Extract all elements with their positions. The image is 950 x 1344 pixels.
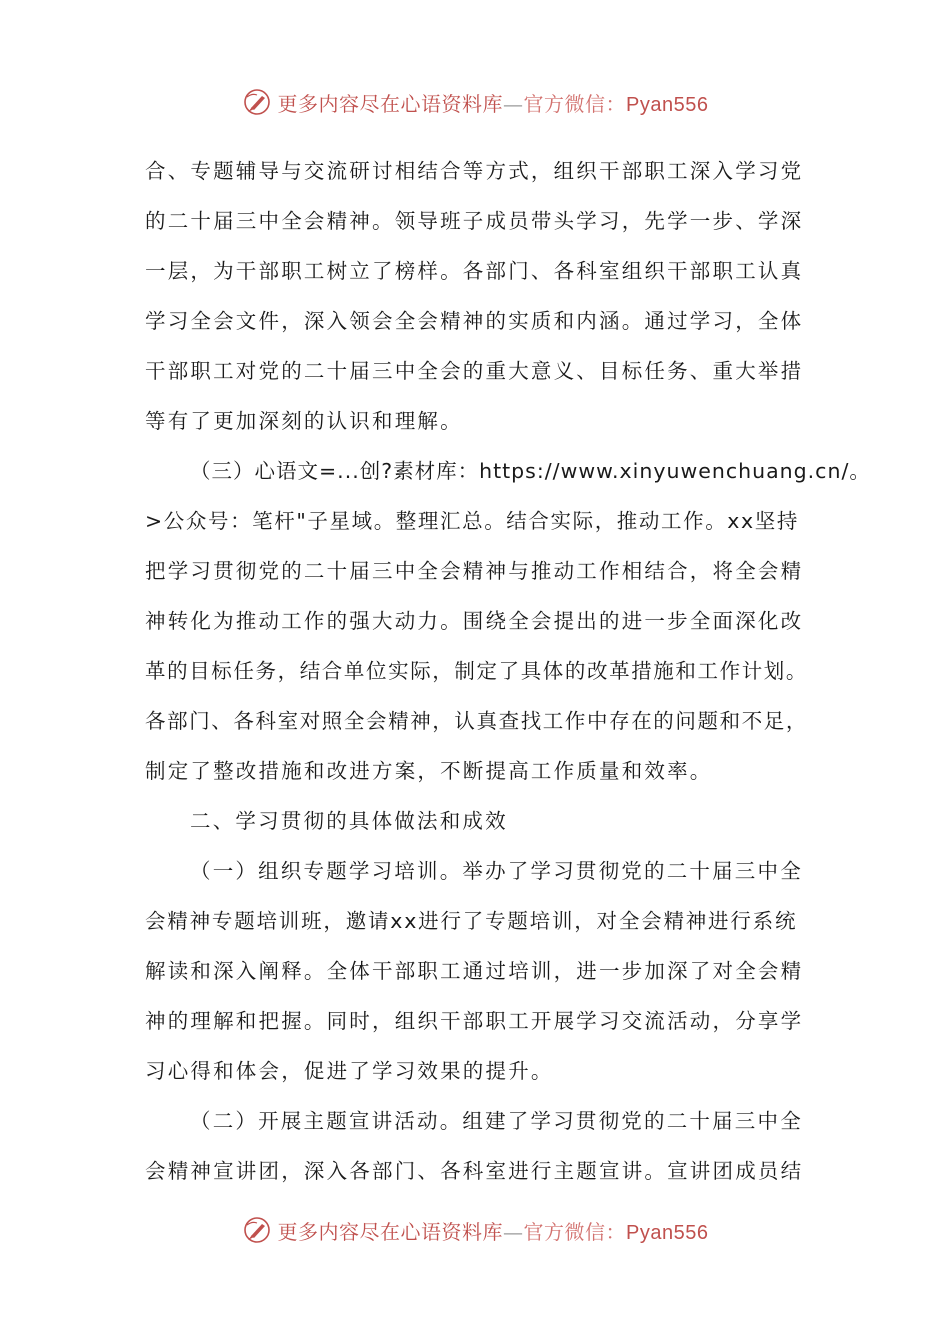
text-line: 会精神宣讲团，深入各部门、各科室进行主题宣讲。宣讲团成员结 (145, 1159, 804, 1183)
pen-logo-icon (242, 1215, 272, 1245)
text-line: >公众号：笔杆"子星域。整理汇总。结合实际，推动工作。xx坚持 (145, 509, 799, 533)
text-line: 一层，为干部职工树立了榜样。各部门、各科室组织干部职工认真 (145, 259, 804, 283)
text-line: 等有了更加深刻的认识和理解。 (145, 409, 463, 433)
text-line: 会精神专题培训班，邀请xx进行了专题培训，对全会精神进行系统 (145, 909, 798, 933)
text-line: 神转化为推动工作的强大动力。围绕全会提出的进一步全面深化改 (145, 609, 804, 633)
header-banner (0, 82, 950, 122)
text-line: 干部职工对党的二十届三中全会的重大意义、目标任务、重大举措 (145, 359, 804, 383)
text-line: 革的目标任务，结合单位实际，制定了具体的改革措施和工作计划。 (145, 659, 808, 683)
text-line: 制定了整改措施和改进方案，不断提高工作质量和效率。 (145, 759, 713, 783)
text-line: 把学习贯彻党的二十届三中全会精神与推动工作相结合，将全会精 (145, 559, 804, 583)
text-line: （二）开展主题宣讲活动。组建了学习贯彻党的二十届三中全 (190, 1109, 803, 1133)
text-line: 解读和深入阐释。全体干部职工通过培训，进一步加深了对全会精 (145, 959, 804, 983)
text-line: 学习全会文件，深入领会全会精神的实质和内涵。通过学习，全体 (145, 309, 804, 333)
text-line: 的二十届三中全会精神。领导班子成员带头学习，先学一步、学深 (145, 209, 804, 233)
text-line: （三）心语文=...创?素材库：https://www.xinyuwenchuang.cn/。 (190, 459, 871, 483)
footer-banner (0, 1210, 950, 1250)
section-heading: 二、学习贯彻的具体做法和成效 (190, 809, 508, 833)
pen-logo-icon (242, 87, 272, 117)
text-line: 神的理解和把握。同时，组织干部职工开展学习交流活动，分享学 (145, 1009, 804, 1033)
text-line: 合、专题辅导与交流研讨相结合等方式，组织干部职工深入学习党 (145, 159, 804, 183)
text-line: （一）组织专题学习培训。举办了学习贯彻党的二十届三中全 (190, 859, 803, 883)
text-line: 各部门、各科室对照全会精神，认真查找工作中存在的问题和不足， (145, 709, 808, 733)
banner-text: 更多内容尽在心语资料库—官方微信：Pyan556 (277, 1219, 709, 1244)
banner-text: 更多内容尽在心语资料库—官方微信：Pyan556 (277, 91, 709, 116)
text-line: 习心得和体会，促进了学习效果的提升。 (145, 1059, 554, 1083)
